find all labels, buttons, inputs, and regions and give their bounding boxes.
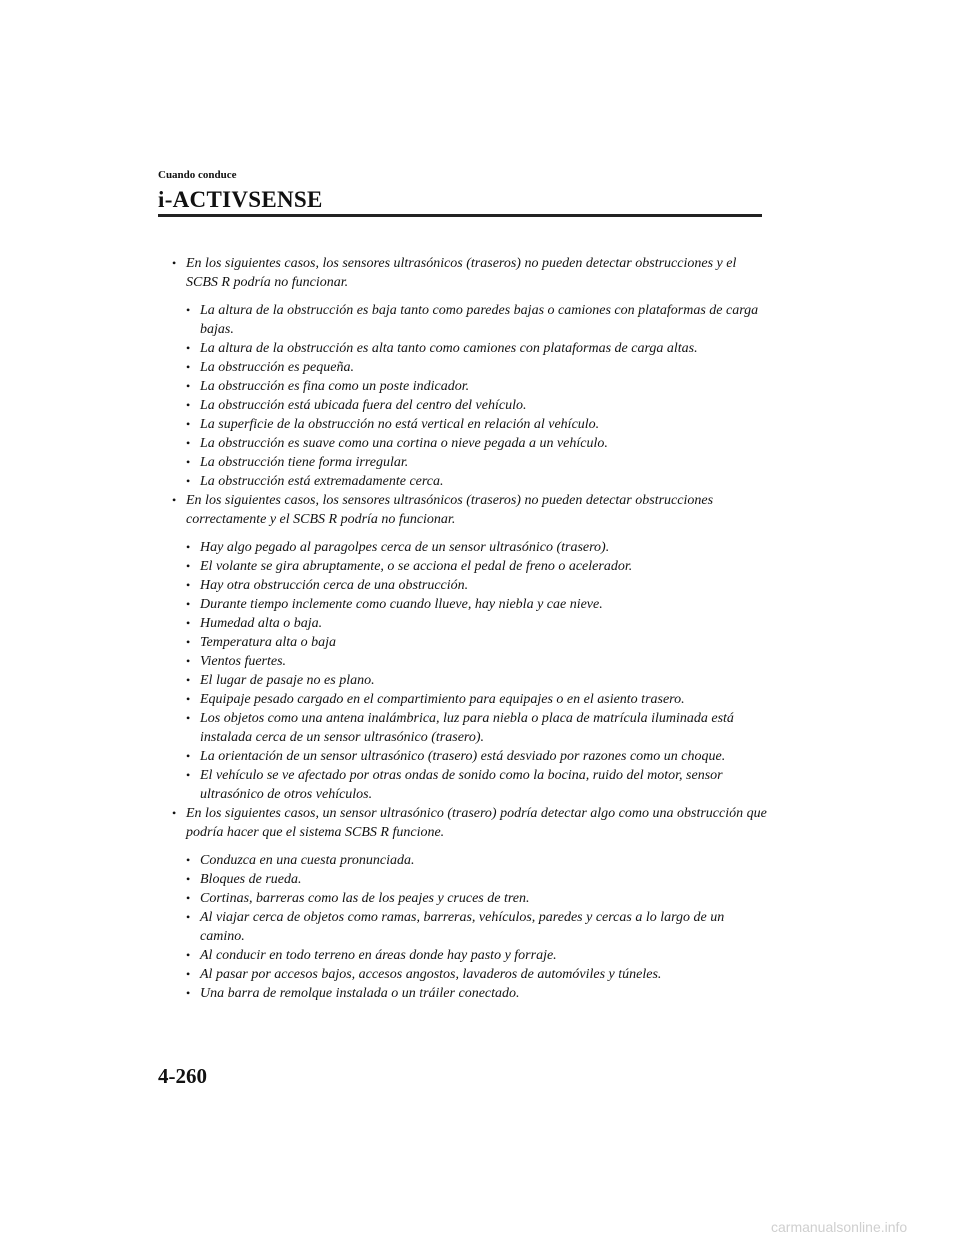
bullet-icon: • bbox=[186, 417, 191, 431]
list-item bbox=[184, 690, 770, 709]
list-item bbox=[184, 766, 770, 804]
bullet-icon: • bbox=[172, 493, 177, 507]
list-item-text: Conduzca en una cuesta pronunciada. bbox=[200, 853, 415, 868]
page-number: 4-260 bbox=[158, 1064, 207, 1088]
bullet-icon: • bbox=[186, 673, 191, 687]
list-item-text: La obstrucción está extremadamente cerca. bbox=[200, 474, 444, 489]
list-item-text: El vehículo se ve afectado por otras ondas de sonido como la bocina, ruido del motor, sensor ultrasónico de otros vehículos. bbox=[200, 768, 723, 802]
bullet-icon: • bbox=[186, 379, 191, 393]
bullet-icon: • bbox=[186, 398, 191, 412]
bullet-icon: • bbox=[186, 303, 191, 317]
list-item bbox=[184, 595, 770, 614]
bullet-icon: • bbox=[186, 474, 191, 488]
list-item bbox=[184, 358, 770, 377]
list-item bbox=[184, 453, 770, 472]
list-item bbox=[170, 804, 770, 842]
bullet-icon: • bbox=[186, 578, 191, 592]
bullet-content bbox=[170, 254, 770, 1003]
list-item bbox=[184, 709, 770, 747]
list-item-text: La obstrucción es suave como una cortina o nieve pegada a un vehículo. bbox=[200, 436, 608, 451]
watermark: carmanualsonline.info bbox=[771, 1219, 908, 1235]
bullet-icon: • bbox=[186, 948, 191, 962]
list-item bbox=[184, 965, 770, 984]
list-item-text: Equipaje pesado cargado en el compartimiento para equipajes o en el asiento trasero. bbox=[200, 692, 685, 707]
list-item bbox=[184, 984, 770, 1003]
bullet-icon: • bbox=[172, 806, 177, 820]
bullet-icon: • bbox=[186, 910, 191, 924]
list-item-text: La obstrucción tiene forma irregular. bbox=[200, 455, 409, 470]
list-item-text: Bloques de rueda. bbox=[200, 872, 302, 887]
bullet-icon: • bbox=[186, 872, 191, 886]
list-item-text: La obstrucción está ubicada fuera del centro del vehículo. bbox=[200, 398, 527, 413]
header-divider bbox=[158, 214, 762, 217]
bullet-icon: • bbox=[186, 597, 191, 611]
bullet-icon: • bbox=[186, 967, 191, 981]
list-item bbox=[184, 908, 770, 946]
list-item bbox=[184, 557, 770, 576]
list-item bbox=[184, 415, 770, 434]
bullet-icon: • bbox=[186, 436, 191, 450]
list-item-text: La obstrucción es pequeña. bbox=[200, 360, 354, 375]
list-item-text: Al viajar cerca de objetos como ramas, barreras, vehículos, paredes y cercas a lo largo de un camino. bbox=[200, 910, 725, 944]
bullet-intro: En los siguientes casos, un sensor ultrasónico (trasero) podría detectar algo como una obstrucción que podría hacer que el sistema SCBS R funcione. bbox=[186, 806, 767, 840]
list-item bbox=[184, 889, 770, 908]
page-header bbox=[158, 168, 762, 214]
list-item bbox=[184, 301, 770, 339]
bullet-icon: • bbox=[186, 654, 191, 668]
bullet-icon: • bbox=[186, 540, 191, 554]
list-item bbox=[184, 870, 770, 889]
list-item-text: El lugar de pasaje no es plano. bbox=[200, 673, 375, 688]
list-item bbox=[184, 576, 770, 595]
list-item-text: Hay otra obstrucción cerca de una obstrucción. bbox=[200, 578, 469, 593]
list-item bbox=[184, 946, 770, 965]
bullet-icon: • bbox=[186, 711, 191, 725]
list-item bbox=[184, 434, 770, 453]
list-item-text: Los objetos como una antena inalámbrica, luz para niebla o placa de matrícula iluminada está instalada cerca de un sensor ultrasónico (trasero). bbox=[200, 711, 734, 745]
bullet-icon: • bbox=[186, 692, 191, 706]
list-item-text: Durante tiempo inclemente como cuando llueve, hay niebla y cae nieve. bbox=[200, 597, 603, 612]
list-item-text: La superficie de la obstrucción no está vertical en relación al vehículo. bbox=[200, 417, 600, 432]
bullet-icon: • bbox=[186, 616, 191, 630]
sublist bbox=[170, 851, 770, 1003]
list-item bbox=[184, 851, 770, 870]
list-item-text: La altura de la obstrucción es baja tanto como paredes bajas o camiones con plataformas de carga bajas. bbox=[200, 303, 759, 337]
bullet-group-2 bbox=[170, 491, 770, 804]
list-item-text: La obstrucción es fina como un poste indicador. bbox=[200, 379, 470, 394]
list-item-text: Humedad alta o baja. bbox=[200, 616, 323, 631]
bullet-icon: • bbox=[186, 635, 191, 649]
bullet-icon: • bbox=[172, 256, 177, 270]
list-item bbox=[184, 339, 770, 358]
bullet-icon: • bbox=[186, 986, 191, 1000]
bullet-icon: • bbox=[186, 749, 191, 763]
bullet-group-3 bbox=[170, 804, 770, 1003]
list-item bbox=[184, 652, 770, 671]
list-item bbox=[184, 377, 770, 396]
list-item bbox=[184, 614, 770, 633]
sublist bbox=[170, 538, 770, 804]
bullet-group-1 bbox=[170, 254, 770, 491]
bullet-icon: • bbox=[186, 853, 191, 867]
list-item bbox=[184, 747, 770, 766]
list-item bbox=[184, 396, 770, 415]
bullet-intro: En los siguientes casos, los sensores ultrasónicos (traseros) no pueden detectar obstrucciones y el SCBS R podría no funcionar. bbox=[186, 256, 737, 290]
list-item bbox=[184, 671, 770, 690]
list-item-text: Hay algo pegado al paragolpes cerca de un sensor ultrasónico (trasero). bbox=[200, 540, 610, 555]
list-item bbox=[184, 472, 770, 491]
bullet-intro: En los siguientes casos, los sensores ultrasónicos (traseros) no pueden detectar obstrucciones correctamente y el SCBS R podría no funcionar. bbox=[186, 493, 714, 527]
list-item-text: Al conducir en todo terreno en áreas donde hay pasto y forraje. bbox=[200, 948, 557, 963]
list-item bbox=[170, 491, 770, 529]
page-title: i-ACTIVSENSE bbox=[158, 187, 323, 212]
list-item-text: Al pasar por accesos bajos, accesos angostos, lavaderos de automóviles y túneles. bbox=[200, 967, 662, 982]
list-item-text: Vientos fuertes. bbox=[200, 654, 287, 669]
sublist bbox=[170, 301, 770, 491]
list-item-text: El volante se gira abruptamente, o se acciona el pedal de freno o acelerador. bbox=[200, 559, 633, 574]
bullet-icon: • bbox=[186, 360, 191, 374]
bullet-icon: • bbox=[186, 341, 191, 355]
list-item bbox=[184, 633, 770, 652]
bullet-icon: • bbox=[186, 455, 191, 469]
list-item-text: Una barra de remolque instalada o un tráiler conectado. bbox=[200, 986, 520, 1001]
bullet-icon: • bbox=[186, 559, 191, 573]
list-item bbox=[170, 254, 770, 292]
list-item-text: Cortinas, barreras como las de los peajes y cruces de tren. bbox=[200, 891, 530, 906]
bullet-icon: • bbox=[186, 891, 191, 905]
list-item-text: La orientación de un sensor ultrasónico (trasero) está desviado por razones como un choque. bbox=[200, 749, 726, 764]
list-item-text: Temperatura alta o baja bbox=[200, 635, 336, 650]
bullet-icon: • bbox=[186, 768, 191, 782]
list-item bbox=[184, 538, 770, 557]
list-item-text: La altura de la obstrucción es alta tanto como camiones con plataformas de carga altas. bbox=[200, 341, 698, 356]
section-label: Cuando conduce bbox=[158, 169, 237, 181]
